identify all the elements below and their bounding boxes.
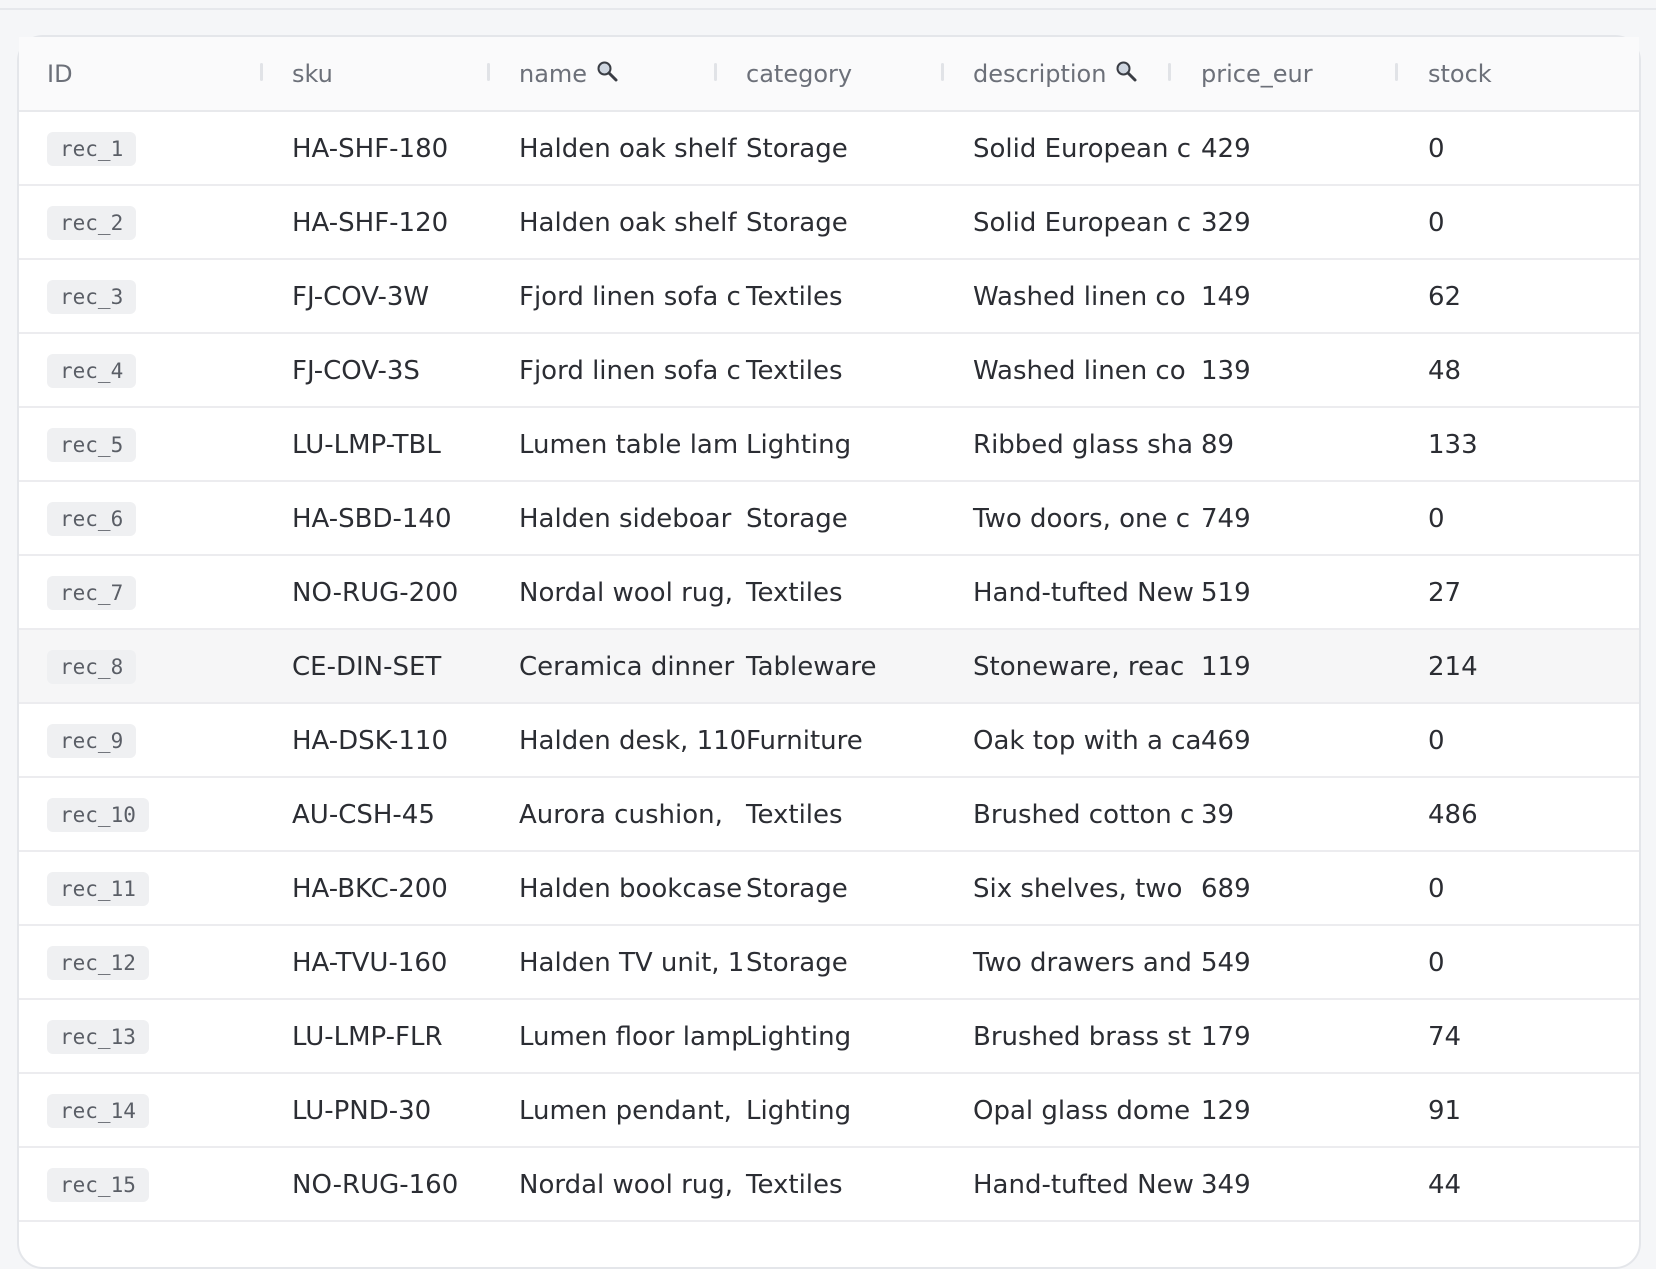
cell-text: HA-SHF-180 (292, 134, 449, 164)
cell-text: Halden desk, 110 (519, 726, 747, 756)
table-row[interactable] (19, 1148, 1639, 1222)
record-id-badge: rec_14 (47, 1094, 149, 1128)
cell-name[interactable] (519, 926, 745, 1000)
column-header-description[interactable] (973, 37, 1173, 110)
cell-text: Textiles (746, 1170, 843, 1200)
cell-text: 179 (1201, 1022, 1251, 1052)
cell-text: Lumen table lam (519, 430, 739, 460)
cell-stock[interactable] (1428, 260, 1628, 334)
cell-description[interactable] (973, 778, 1195, 852)
table-row[interactable] (19, 704, 1639, 778)
cell-text: Halden oak shelf (519, 134, 737, 164)
cell-text: Halden bookcase (519, 874, 743, 904)
cell-stock[interactable] (1428, 1074, 1628, 1148)
cell-name[interactable] (519, 778, 723, 852)
cell-id[interactable] (47, 112, 267, 186)
cell-text: Fjord linen sofa c (519, 356, 741, 386)
search-icon[interactable] (1114, 59, 1138, 88)
cell-text: 329 (1201, 208, 1251, 238)
column-resize-handle[interactable] (714, 63, 717, 81)
cell-stock[interactable] (1428, 630, 1628, 704)
search-icon[interactable] (595, 59, 619, 88)
table-row[interactable] (19, 334, 1639, 408)
cell-text: 749 (1201, 504, 1251, 534)
cell-text: CE-DIN-SET (292, 652, 442, 682)
cell-text: FJ-COV-3S (292, 356, 420, 386)
cell-sku[interactable] (292, 704, 488, 778)
cell-text: Lighting (746, 1022, 852, 1052)
cell-name[interactable] (519, 186, 737, 260)
cell-stock[interactable] (1428, 926, 1628, 1000)
cell-text: Nordal wool rug, (519, 1170, 734, 1200)
cell-description[interactable] (973, 260, 1186, 334)
column-resize-handle[interactable] (487, 63, 490, 81)
cell-text: Fjord linen sofa c (519, 282, 741, 312)
cell-text: Hand-tufted New (973, 578, 1194, 608)
cell-text: 0 (1428, 504, 1445, 534)
cell-text: HA-SHF-120 (292, 208, 449, 238)
cell-text: 549 (1201, 948, 1251, 978)
cell-text: 0 (1428, 134, 1445, 164)
cell-text: LU-LMP-TBL (292, 430, 441, 460)
cell-sku[interactable] (292, 926, 488, 1000)
table-row[interactable] (19, 1074, 1639, 1148)
cell-text: Storage (746, 948, 848, 978)
cell-id[interactable] (47, 926, 267, 1000)
column-header-label: category (746, 59, 853, 88)
cell-text: 349 (1201, 1170, 1251, 1200)
cell-category[interactable] (746, 630, 942, 704)
cell-text: 214 (1428, 652, 1478, 682)
cell-stock[interactable] (1428, 778, 1628, 852)
cell-sku[interactable] (292, 334, 488, 408)
cell-description[interactable] (973, 482, 1191, 556)
table-row[interactable] (19, 556, 1639, 630)
cell-text: Textiles (746, 356, 843, 386)
cell-category[interactable] (746, 1148, 942, 1222)
cell-text: Solid European c (973, 134, 1192, 164)
cell-text: 48 (1428, 356, 1462, 386)
cell-category[interactable] (746, 1074, 942, 1148)
table-row[interactable] (19, 1000, 1639, 1074)
cell-text: LU-PND-30 (292, 1096, 432, 1126)
cell-name[interactable] (519, 704, 747, 778)
cell-name[interactable] (519, 1000, 748, 1074)
cell-description[interactable] (973, 112, 1192, 186)
cell-price-eur[interactable] (1201, 260, 1396, 334)
table-row[interactable] (19, 482, 1639, 556)
table-row[interactable] (19, 852, 1639, 926)
cell-text: AU-CSH-45 (292, 800, 435, 830)
cell-text: 119 (1201, 652, 1251, 682)
record-id-badge: rec_6 (47, 502, 136, 536)
cell-id[interactable] (47, 1000, 267, 1074)
cell-text: 62 (1428, 282, 1462, 312)
cell-description[interactable] (973, 556, 1194, 630)
cell-text: Aurora cushion, (519, 800, 723, 830)
cell-stock[interactable] (1428, 408, 1628, 482)
cell-text: Hand-tufted New (973, 1170, 1194, 1200)
cell-text: Textiles (746, 800, 843, 830)
cell-description[interactable] (973, 334, 1186, 408)
cell-name[interactable] (519, 482, 732, 556)
cell-sku[interactable] (292, 186, 488, 260)
cell-text: Storage (746, 208, 848, 238)
cell-text: Storage (746, 134, 848, 164)
cell-text: Lighting (746, 430, 852, 460)
cell-id[interactable] (47, 1074, 267, 1148)
cell-text: 74 (1428, 1022, 1462, 1052)
cell-text: Opal glass dome (973, 1096, 1191, 1126)
cell-sku[interactable] (292, 1000, 488, 1074)
cell-category[interactable] (746, 852, 942, 926)
cell-text: Lumen pendant, (519, 1096, 732, 1126)
cell-text: 0 (1428, 726, 1445, 756)
cell-text: NO-RUG-160 (292, 1170, 459, 1200)
cell-text: 89 (1201, 430, 1235, 460)
cell-price-eur[interactable] (1201, 1148, 1396, 1222)
cell-stock[interactable] (1428, 186, 1628, 260)
cell-sku[interactable] (292, 112, 488, 186)
cell-text: 91 (1428, 1096, 1462, 1126)
cell-stock[interactable] (1428, 482, 1628, 556)
cell-text: Halden sideboar (519, 504, 732, 534)
cell-price-eur[interactable] (1201, 630, 1396, 704)
cell-description[interactable] (973, 1148, 1194, 1222)
table-header (19, 37, 1639, 112)
cell-text: Ceramica dinner (519, 652, 735, 682)
cell-sku[interactable] (292, 852, 488, 926)
cell-sku[interactable] (292, 260, 488, 334)
cell-id[interactable] (47, 556, 267, 630)
column-header-category[interactable] (746, 37, 946, 110)
cell-text: NO-RUG-200 (292, 578, 459, 608)
record-id-badge: rec_8 (47, 650, 136, 684)
cell-text: LU-LMP-FLR (292, 1022, 443, 1052)
table-row[interactable] (19, 630, 1639, 704)
cell-price-eur[interactable] (1201, 112, 1396, 186)
cell-text: 39 (1201, 800, 1235, 830)
top-toolbar-edge (0, 0, 1656, 10)
cell-text: 133 (1428, 430, 1478, 460)
cell-id[interactable] (47, 630, 267, 704)
cell-text: 27 (1428, 578, 1462, 608)
cell-stock[interactable] (1428, 1148, 1628, 1222)
cell-id[interactable] (47, 408, 267, 482)
data-table (17, 35, 1641, 1269)
record-id-badge: rec_5 (47, 428, 136, 462)
cell-category[interactable] (746, 112, 942, 186)
cell-id[interactable] (47, 186, 267, 260)
record-id-badge: rec_7 (47, 576, 136, 610)
cell-text: 0 (1428, 208, 1445, 238)
column-header-id[interactable] (47, 37, 267, 110)
cell-category[interactable] (746, 778, 942, 852)
cell-price-eur[interactable] (1201, 482, 1396, 556)
table-row[interactable] (19, 408, 1639, 482)
cell-text: 44 (1428, 1170, 1462, 1200)
cell-text: 429 (1201, 134, 1251, 164)
column-header-name[interactable] (519, 37, 719, 110)
cell-stock[interactable] (1428, 112, 1628, 186)
cell-category[interactable] (746, 260, 942, 334)
cell-category[interactable] (746, 926, 942, 1000)
cell-text: 0 (1428, 874, 1445, 904)
cell-text: Stoneware, reac (973, 652, 1185, 682)
cell-sku[interactable] (292, 556, 488, 630)
record-id-badge: rec_12 (47, 946, 149, 980)
column-header-label: name (519, 59, 588, 88)
cell-text: 689 (1201, 874, 1251, 904)
cell-price-eur[interactable] (1201, 334, 1396, 408)
cell-sku[interactable] (292, 482, 488, 556)
cell-stock[interactable] (1428, 1000, 1628, 1074)
cell-id[interactable] (47, 778, 267, 852)
cell-text: HA-DSK-110 (292, 726, 448, 756)
cell-name[interactable] (519, 1148, 734, 1222)
cell-text: Storage (746, 874, 848, 904)
record-id-badge: rec_3 (47, 280, 136, 314)
column-header-price-eur[interactable] (1201, 37, 1401, 110)
cell-description[interactable] (973, 186, 1192, 260)
cell-sku[interactable] (292, 1148, 488, 1222)
cell-category[interactable] (746, 334, 942, 408)
cell-id[interactable] (47, 852, 267, 926)
cell-description[interactable] (973, 408, 1194, 482)
table-row[interactable] (19, 112, 1639, 186)
cell-text: Oak top with a ca (973, 726, 1202, 756)
cell-text: 139 (1201, 356, 1251, 386)
cell-category[interactable] (746, 186, 942, 260)
cell-id[interactable] (47, 1148, 267, 1222)
cell-name[interactable] (519, 112, 737, 186)
cell-text: Halden oak shelf (519, 208, 737, 238)
cell-description[interactable] (973, 704, 1202, 778)
column-resize-handle[interactable] (260, 63, 263, 81)
cell-price-eur[interactable] (1201, 852, 1396, 926)
cell-text: Solid European c (973, 208, 1192, 238)
table-row[interactable] (19, 926, 1639, 1000)
column-header-label: stock (1428, 59, 1492, 88)
column-header-label: price_eur (1201, 59, 1313, 88)
cell-name[interactable] (519, 260, 741, 334)
cell-category[interactable] (746, 408, 942, 482)
column-header-label: sku (292, 59, 333, 88)
cell-text: HA-BKC-200 (292, 874, 448, 904)
cell-name[interactable] (519, 630, 735, 704)
column-resize-handle[interactable] (1168, 63, 1171, 81)
cell-category[interactable] (746, 1000, 942, 1074)
cell-text: Lumen floor lamp (519, 1022, 748, 1052)
cell-text: FJ-COV-3W (292, 282, 430, 312)
cell-stock[interactable] (1428, 556, 1628, 630)
cell-text: 149 (1201, 282, 1251, 312)
record-id-badge: rec_2 (47, 206, 136, 240)
cell-text: Textiles (746, 578, 843, 608)
cell-sku[interactable] (292, 778, 488, 852)
column-header-sku[interactable] (292, 37, 507, 110)
cell-price-eur[interactable] (1201, 778, 1396, 852)
cell-text: Ribbed glass sha (973, 430, 1194, 460)
record-id-badge: rec_10 (47, 798, 149, 832)
record-id-badge: rec_9 (47, 724, 136, 758)
cell-text: 486 (1428, 800, 1478, 830)
cell-name[interactable] (519, 852, 743, 926)
column-header-label: ID (47, 59, 73, 88)
cell-price-eur[interactable] (1201, 1000, 1396, 1074)
record-id-badge: rec_13 (47, 1020, 149, 1054)
cell-category[interactable] (746, 482, 942, 556)
table-row[interactable] (19, 260, 1639, 334)
table-row[interactable] (19, 186, 1639, 260)
column-resize-handle[interactable] (941, 63, 944, 81)
cell-text: Storage (746, 504, 848, 534)
column-header-stock[interactable] (1428, 37, 1628, 110)
cell-stock[interactable] (1428, 334, 1628, 408)
cell-text: HA-TVU-160 (292, 948, 448, 978)
cell-category[interactable] (746, 704, 942, 778)
record-id-badge: rec_15 (47, 1168, 149, 1202)
cell-name[interactable] (519, 408, 739, 482)
cell-description[interactable] (973, 1000, 1192, 1074)
cell-description[interactable] (973, 1074, 1191, 1148)
cell-text: Two doors, one c (973, 504, 1191, 534)
cell-text: 129 (1201, 1096, 1251, 1126)
column-header-label: description (973, 59, 1107, 88)
cell-text: Nordal wool rug, (519, 578, 734, 608)
cell-text: Tableware (746, 652, 877, 682)
column-resize-handle[interactable] (1395, 63, 1398, 81)
cell-price-eur[interactable] (1201, 926, 1396, 1000)
cell-id[interactable] (47, 334, 267, 408)
record-id-badge: rec_11 (47, 872, 149, 906)
record-id-badge: rec_4 (47, 354, 136, 388)
cell-price-eur[interactable] (1201, 186, 1396, 260)
cell-text: Six shelves, two (973, 874, 1183, 904)
cell-text: 469 (1201, 726, 1251, 756)
cell-text: Brushed brass st (973, 1022, 1192, 1052)
cell-sku[interactable] (292, 1074, 488, 1148)
cell-sku[interactable] (292, 408, 488, 482)
cell-text: Brushed cotton c (973, 800, 1195, 830)
cell-text: 519 (1201, 578, 1251, 608)
cell-description[interactable] (973, 630, 1185, 704)
cell-price-eur[interactable] (1201, 408, 1396, 482)
cell-description[interactable] (973, 852, 1183, 926)
cell-name[interactable] (519, 1074, 732, 1148)
cell-text: Two drawers and (973, 948, 1192, 978)
cell-text: Textiles (746, 282, 843, 312)
cell-text: 0 (1428, 948, 1445, 978)
cell-description[interactable] (973, 926, 1192, 1000)
cell-text: Washed linen co (973, 356, 1186, 386)
cell-category[interactable] (746, 556, 942, 630)
cell-name[interactable] (519, 334, 741, 408)
record-id-badge: rec_1 (47, 132, 136, 166)
cell-stock[interactable] (1428, 704, 1628, 778)
cell-id[interactable] (47, 482, 267, 556)
cell-text: Washed linen co (973, 282, 1186, 312)
cell-stock[interactable] (1428, 852, 1628, 926)
cell-id[interactable] (47, 260, 267, 334)
cell-text: Furniture (746, 726, 863, 756)
table-body (19, 112, 1639, 1222)
cell-price-eur[interactable] (1201, 704, 1396, 778)
cell-text: Halden TV unit, 1 (519, 948, 745, 978)
table-row[interactable] (19, 778, 1639, 852)
cell-price-eur[interactable] (1201, 1074, 1396, 1148)
cell-text: HA-SBD-140 (292, 504, 452, 534)
cell-sku[interactable] (292, 630, 488, 704)
cell-name[interactable] (519, 556, 734, 630)
cell-id[interactable] (47, 704, 267, 778)
cell-price-eur[interactable] (1201, 556, 1396, 630)
cell-text: Lighting (746, 1096, 852, 1126)
